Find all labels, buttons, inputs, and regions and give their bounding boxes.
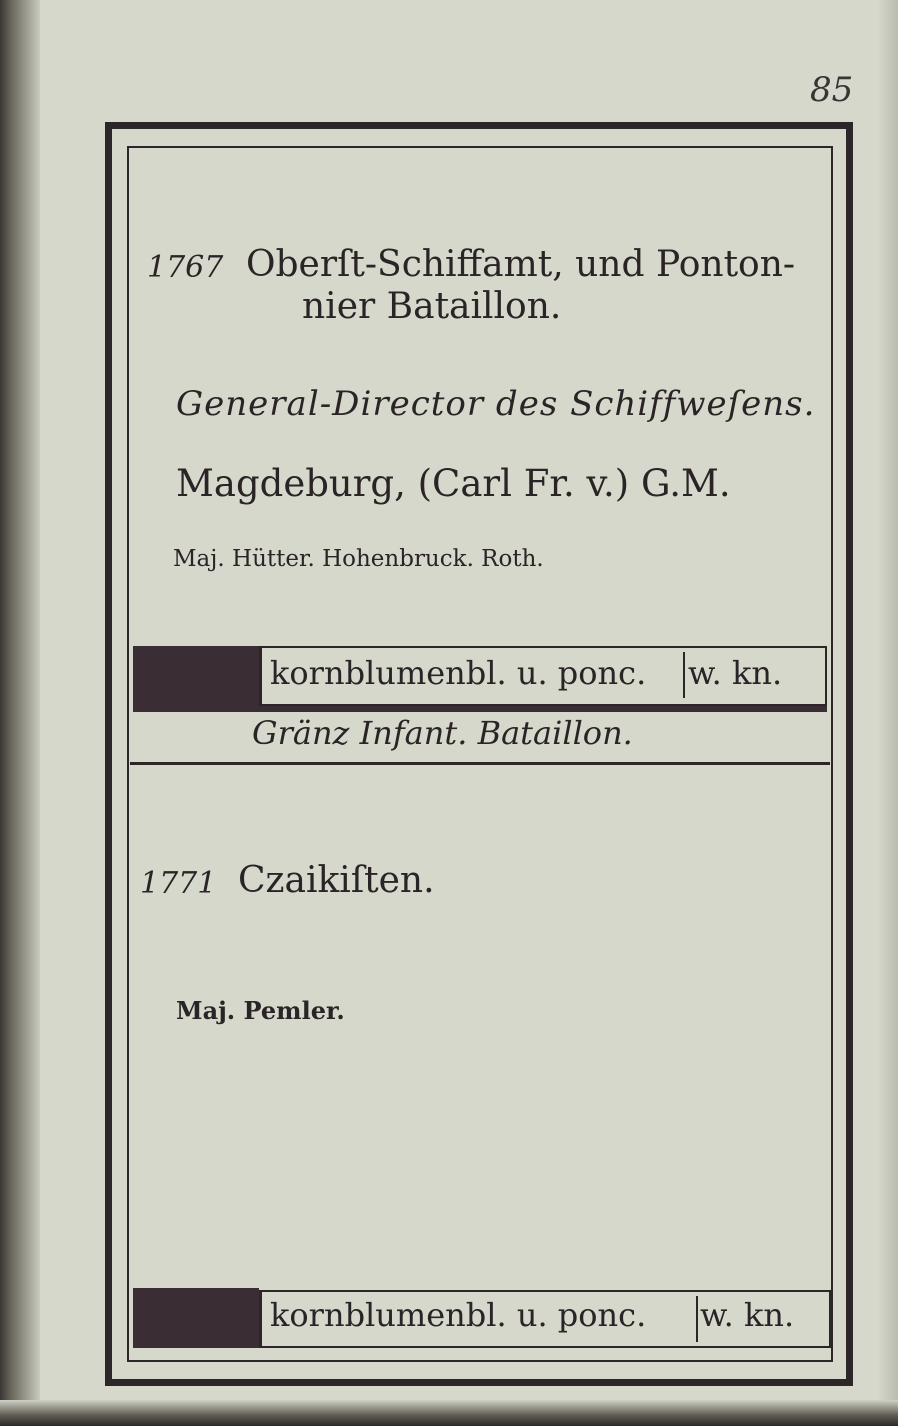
section-divider-rule bbox=[130, 762, 830, 765]
page-edge-right bbox=[878, 0, 898, 1426]
section2-buttons: w. kn. bbox=[700, 1296, 795, 1334]
section2-officers: Maj. Pemler. bbox=[176, 996, 345, 1025]
book-gutter-shadow bbox=[0, 0, 40, 1426]
section1-buttons: w. kn. bbox=[688, 654, 783, 692]
section2-uniform-colors: kornblumenbl. u. ponc. bbox=[270, 1296, 647, 1334]
director-name: Magdeburg, (Carl Fr. v.) G.M. bbox=[176, 462, 731, 505]
section1-title-line1: Oberſt-Schiffamt, und Ponton- bbox=[246, 244, 796, 285]
page-edge-bottom bbox=[0, 1400, 898, 1426]
page-number: 85 bbox=[810, 70, 854, 110]
uniform-color-swatch-2 bbox=[133, 1288, 259, 1348]
section1-uniform-colors: kornblumenbl. u. ponc. bbox=[270, 654, 647, 692]
inner-frame bbox=[127, 146, 833, 1362]
section1-title-line2: nier Bataillon. bbox=[302, 286, 562, 327]
section1-officers: Maj. Hütter. Hohenbruck. Roth. bbox=[173, 546, 544, 572]
uniform-separator-2 bbox=[696, 1296, 698, 1342]
section1-year: 1767 bbox=[147, 250, 224, 285]
divider-heading: Gränz Infant. Bataillon. bbox=[252, 714, 633, 752]
uniform-separator-1 bbox=[683, 652, 685, 698]
section2-title: Czaikiſten. bbox=[238, 860, 435, 901]
section2-year: 1771 bbox=[140, 866, 217, 901]
uniform-color-swatch-1 bbox=[133, 646, 259, 710]
director-heading: General-Director des Schiffweſens. bbox=[176, 384, 816, 424]
